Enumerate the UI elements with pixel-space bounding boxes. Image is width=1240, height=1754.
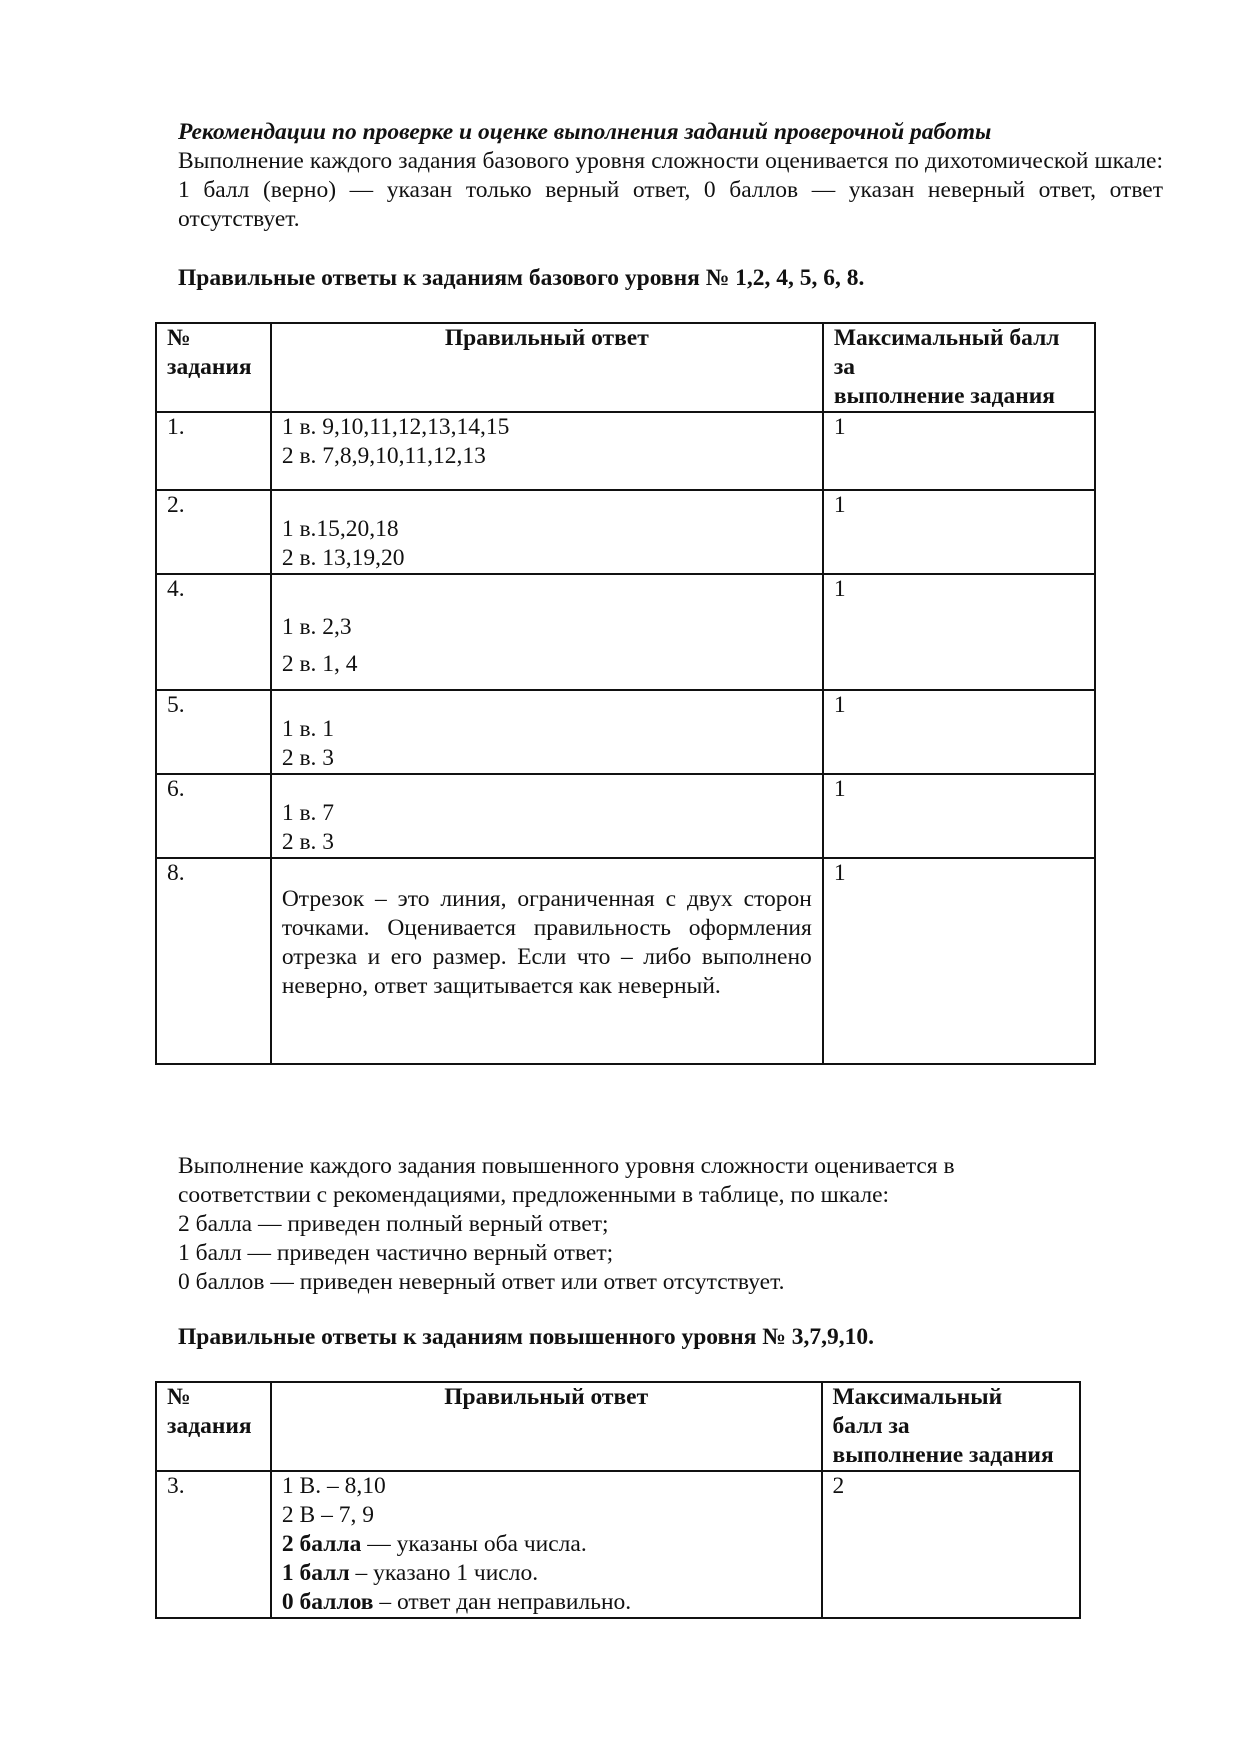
criteria-line <box>282 1559 811 1588</box>
header-text: Максимальный балл <box>833 325 1060 351</box>
max-score: 1 <box>823 574 1095 690</box>
task-number: 3. <box>156 1471 271 1618</box>
answer-line: 1 в. 9,10,11,12,13,14,15 <box>281 414 510 440</box>
column-header-answer: Правильный ответ <box>271 1382 822 1471</box>
table-header-row <box>156 323 1095 412</box>
criteria-score: 0 баллов <box>281 1589 374 1615</box>
table-row <box>156 412 1095 490</box>
answer-line: 2 в. 7,8,9,10,11,12,13 <box>281 443 486 469</box>
column-header-number <box>156 323 271 412</box>
correct-answer <box>271 412 823 490</box>
criteria-line <box>282 1588 811 1617</box>
criteria-text: – указано 1 число. <box>349 1560 539 1586</box>
max-score: 1 <box>823 774 1095 858</box>
intro-line: 2 балла — приведен полный верный ответ; <box>178 1211 609 1237</box>
answer-text: Отрезок – это линия, ограниченная с двух сторон точками. Оценивается правильность оформления отрезка и его размер. Если что – либо выполнено неверно, ответ защитывается как неверный. <box>281 886 812 999</box>
column-header-number <box>156 1382 271 1471</box>
basic-answers-heading: Правильные ответы к заданиям базового уровня № 1,2, 4, 5, 6, 8. <box>178 265 865 291</box>
criteria-score: 1 балл <box>281 1560 350 1586</box>
header-text: задания <box>167 1413 252 1439</box>
table-row <box>156 774 1095 858</box>
intro-paragraph: Выполнение каждого задания базового уровня сложности оценивается по дихотомической шкале: 1 балл (верно) — указан только верный ответ, 0 баллов — указан неверный ответ, ответ отсутствует. <box>178 148 1163 232</box>
header-text: балл за <box>832 1413 910 1439</box>
max-score: 1 <box>823 490 1095 574</box>
task-number: 4. <box>156 574 271 690</box>
correct-answer <box>271 574 823 690</box>
criteria-text: — указаны оба числа. <box>361 1531 587 1557</box>
answer-line: 1 В. – 8,10 <box>281 1473 386 1499</box>
intro-line: 0 баллов — приведен неверный ответ или ответ отсутствует. <box>178 1269 785 1295</box>
max-score: 1 <box>823 858 1095 1064</box>
answer-line: 1 в.15,20,18 <box>281 516 399 542</box>
column-header-answer: Правильный ответ <box>271 323 823 412</box>
answer-line: 2 в. 1, 4 <box>281 651 358 677</box>
column-header-max-score <box>823 323 1095 412</box>
basic-answers-table <box>155 322 1096 1065</box>
header-text: за <box>833 354 856 380</box>
advanced-answers-heading: Правильные ответы к заданиям повышенного уровня № 3,7,9,10. <box>178 1324 875 1350</box>
correct-answer <box>271 858 823 1064</box>
correct-answer <box>271 774 823 858</box>
max-score: 2 <box>822 1471 1081 1618</box>
advanced-answers-table <box>155 1381 1081 1619</box>
header-text: Максимальный <box>832 1384 1003 1410</box>
header-text: № <box>167 325 191 351</box>
max-score: 1 <box>823 412 1095 490</box>
intro-line: соответствии с рекомендациями, предложенными в таблице, по шкале: <box>178 1182 890 1208</box>
table-header-row <box>156 1382 1080 1471</box>
table-row <box>156 690 1095 774</box>
answer-line: 1 в. 2,3 <box>281 614 352 640</box>
task-number: 1. <box>156 412 271 490</box>
correct-answer <box>271 1471 822 1618</box>
criteria-text: – ответ дан неправильно. <box>373 1589 632 1615</box>
answer-line: 2 в. 13,19,20 <box>281 545 405 571</box>
answer-line: 2 В – 7, 9 <box>281 1502 374 1528</box>
task-number: 2. <box>156 490 271 574</box>
max-score: 1 <box>823 690 1095 774</box>
answer-line: 2 в. 3 <box>281 829 335 855</box>
table-row <box>156 858 1095 1064</box>
table-row <box>156 574 1095 690</box>
criteria-score: 2 балла <box>281 1531 362 1557</box>
document-title: Рекомендации по проверке и оценке выполнения заданий проверочной работы <box>178 119 992 145</box>
task-number: 5. <box>156 690 271 774</box>
column-header-max-score <box>822 1382 1081 1471</box>
header-text: задания <box>167 354 252 380</box>
header-text: выполнение задания <box>832 1442 1054 1468</box>
task-number: 8. <box>156 858 271 1064</box>
intro-line: Выполнение каждого задания повышенного уровня сложности оценивается в <box>178 1153 955 1179</box>
answer-line: 1 в. 7 <box>281 800 335 826</box>
answer-line: 2 в. 3 <box>281 745 335 771</box>
header-text: № <box>167 1384 191 1410</box>
correct-answer <box>271 690 823 774</box>
table-row <box>156 1471 1080 1618</box>
answer-line: 1 в. 1 <box>281 716 335 742</box>
advanced-intro <box>178 1152 1163 1297</box>
task-number: 6. <box>156 774 271 858</box>
intro-line: 1 балл — приведен частично верный ответ; <box>178 1240 614 1266</box>
header-text: выполнение задания <box>833 383 1055 409</box>
correct-answer <box>271 490 823 574</box>
criteria-line <box>282 1530 811 1559</box>
table-row <box>156 490 1095 574</box>
